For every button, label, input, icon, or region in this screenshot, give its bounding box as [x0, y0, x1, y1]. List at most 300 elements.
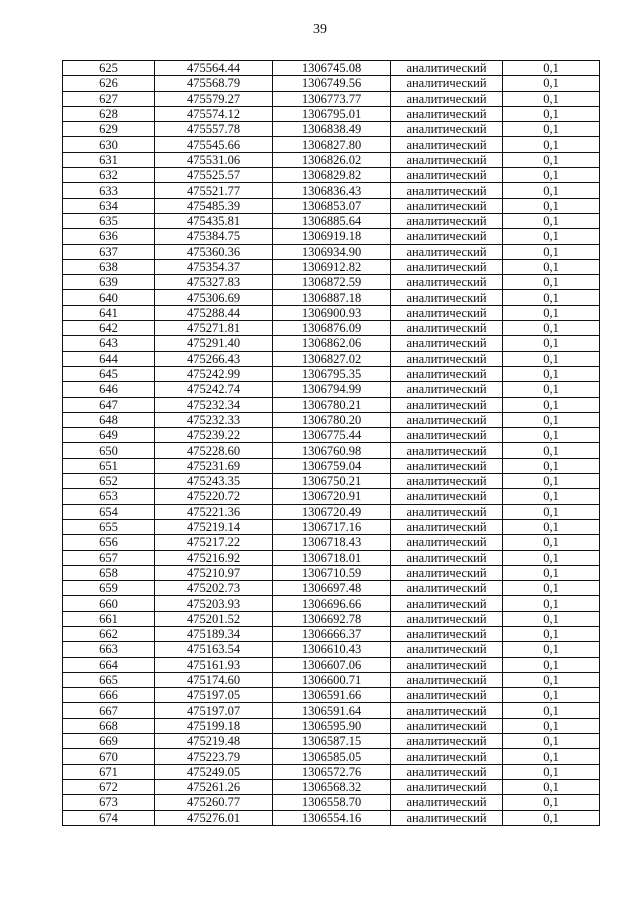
table-row	[63, 795, 600, 810]
point-number-cell: 642	[63, 321, 155, 336]
method-cell: аналитический	[391, 810, 503, 825]
accuracy-cell: 0,1	[503, 519, 600, 534]
method-cell: аналитический	[391, 489, 503, 504]
table-row	[63, 550, 600, 565]
y-coordinate-cell: 1306826.02	[273, 152, 391, 167]
table-row	[63, 535, 600, 550]
method-cell: аналитический	[391, 244, 503, 259]
table-row	[63, 397, 600, 412]
x-coordinate-cell: 475579.27	[155, 91, 273, 106]
table-row	[63, 382, 600, 397]
method-cell: аналитический	[391, 290, 503, 305]
accuracy-cell: 0,1	[503, 596, 600, 611]
table-row	[63, 336, 600, 351]
method-cell: аналитический	[391, 428, 503, 443]
point-number-cell: 664	[63, 657, 155, 672]
x-coordinate-cell: 475203.93	[155, 596, 273, 611]
table-row	[63, 229, 600, 244]
accuracy-cell: 0,1	[503, 213, 600, 228]
method-cell: аналитический	[391, 351, 503, 366]
x-coordinate-cell: 475557.78	[155, 122, 273, 137]
method-cell: аналитический	[391, 703, 503, 718]
point-number-cell: 665	[63, 672, 155, 687]
y-coordinate-cell: 1306558.70	[273, 795, 391, 810]
accuracy-cell: 0,1	[503, 504, 600, 519]
x-coordinate-cell: 475199.18	[155, 718, 273, 733]
x-coordinate-cell: 475217.22	[155, 535, 273, 550]
table-row	[63, 122, 600, 137]
x-coordinate-cell: 475271.81	[155, 321, 273, 336]
x-coordinate-cell: 475564.44	[155, 61, 273, 76]
table-row	[63, 290, 600, 305]
method-cell: аналитический	[391, 611, 503, 626]
accuracy-cell: 0,1	[503, 795, 600, 810]
method-cell: аналитический	[391, 137, 503, 152]
point-number-cell: 668	[63, 718, 155, 733]
accuracy-cell: 0,1	[503, 764, 600, 779]
method-cell: аналитический	[391, 412, 503, 427]
method-cell: аналитический	[391, 672, 503, 687]
table-row	[63, 642, 600, 657]
x-coordinate-cell: 475239.22	[155, 428, 273, 443]
accuracy-cell: 0,1	[503, 642, 600, 657]
table-row	[63, 366, 600, 381]
x-coordinate-cell: 475223.79	[155, 749, 273, 764]
accuracy-cell: 0,1	[503, 61, 600, 76]
y-coordinate-cell: 1306900.93	[273, 305, 391, 320]
point-number-cell: 672	[63, 779, 155, 794]
table-row	[63, 213, 600, 228]
table-row	[63, 91, 600, 106]
accuracy-cell: 0,1	[503, 611, 600, 626]
y-coordinate-cell: 1306585.05	[273, 749, 391, 764]
method-cell: аналитический	[391, 596, 503, 611]
method-cell: аналитический	[391, 443, 503, 458]
table-row	[63, 183, 600, 198]
method-cell: аналитический	[391, 91, 503, 106]
point-number-cell: 635	[63, 213, 155, 228]
y-coordinate-cell: 1306885.64	[273, 213, 391, 228]
y-coordinate-cell: 1306887.18	[273, 290, 391, 305]
accuracy-cell: 0,1	[503, 198, 600, 213]
x-coordinate-cell: 475568.79	[155, 76, 273, 91]
y-coordinate-cell: 1306666.37	[273, 626, 391, 641]
point-number-cell: 654	[63, 504, 155, 519]
x-coordinate-cell: 475242.99	[155, 366, 273, 381]
point-number-cell: 652	[63, 474, 155, 489]
table-row	[63, 703, 600, 718]
point-number-cell: 626	[63, 76, 155, 91]
point-number-cell: 650	[63, 443, 155, 458]
table-row	[63, 244, 600, 259]
method-cell: аналитический	[391, 688, 503, 703]
y-coordinate-cell: 1306697.48	[273, 581, 391, 596]
point-number-cell: 653	[63, 489, 155, 504]
y-coordinate-cell: 1306591.64	[273, 703, 391, 718]
y-coordinate-cell: 1306862.06	[273, 336, 391, 351]
method-cell: аналитический	[391, 122, 503, 137]
method-cell: аналитический	[391, 397, 503, 412]
table-row	[63, 152, 600, 167]
point-number-cell: 656	[63, 535, 155, 550]
y-coordinate-cell: 1306750.21	[273, 474, 391, 489]
accuracy-cell: 0,1	[503, 122, 600, 137]
accuracy-cell: 0,1	[503, 336, 600, 351]
y-coordinate-cell: 1306600.71	[273, 672, 391, 687]
point-number-cell: 638	[63, 259, 155, 274]
accuracy-cell: 0,1	[503, 382, 600, 397]
y-coordinate-cell: 1306610.43	[273, 642, 391, 657]
x-coordinate-cell: 475525.57	[155, 168, 273, 183]
x-coordinate-cell: 475266.43	[155, 351, 273, 366]
table-row	[63, 810, 600, 825]
x-coordinate-cell: 475232.33	[155, 412, 273, 427]
y-coordinate-cell: 1306718.43	[273, 535, 391, 550]
method-cell: аналитический	[391, 106, 503, 121]
accuracy-cell: 0,1	[503, 581, 600, 596]
y-coordinate-cell: 1306838.49	[273, 122, 391, 137]
y-coordinate-cell: 1306780.21	[273, 397, 391, 412]
x-coordinate-cell: 475202.73	[155, 581, 273, 596]
y-coordinate-cell: 1306872.59	[273, 275, 391, 290]
y-coordinate-cell: 1306794.99	[273, 382, 391, 397]
method-cell: аналитический	[391, 642, 503, 657]
table-row	[63, 611, 600, 626]
x-coordinate-cell: 475216.92	[155, 550, 273, 565]
table-row	[63, 688, 600, 703]
y-coordinate-cell: 1306717.16	[273, 519, 391, 534]
table-row	[63, 428, 600, 443]
point-number-cell: 630	[63, 137, 155, 152]
y-coordinate-cell: 1306720.49	[273, 504, 391, 519]
table-row	[63, 76, 600, 91]
method-cell: аналитический	[391, 581, 503, 596]
accuracy-cell: 0,1	[503, 168, 600, 183]
accuracy-cell: 0,1	[503, 259, 600, 274]
y-coordinate-cell: 1306759.04	[273, 458, 391, 473]
table-row	[63, 779, 600, 794]
accuracy-cell: 0,1	[503, 626, 600, 641]
point-number-cell: 666	[63, 688, 155, 703]
method-cell: аналитический	[391, 565, 503, 580]
point-number-cell: 657	[63, 550, 155, 565]
x-coordinate-cell: 475220.72	[155, 489, 273, 504]
x-coordinate-cell: 475485.39	[155, 198, 273, 213]
x-coordinate-cell: 475219.48	[155, 734, 273, 749]
method-cell: аналитический	[391, 504, 503, 519]
point-number-cell: 670	[63, 749, 155, 764]
method-cell: аналитический	[391, 61, 503, 76]
method-cell: аналитический	[391, 76, 503, 91]
method-cell: аналитический	[391, 626, 503, 641]
accuracy-cell: 0,1	[503, 428, 600, 443]
method-cell: аналитический	[391, 779, 503, 794]
table-row	[63, 626, 600, 641]
point-number-cell: 644	[63, 351, 155, 366]
accuracy-cell: 0,1	[503, 137, 600, 152]
y-coordinate-cell: 1306710.59	[273, 565, 391, 580]
y-coordinate-cell: 1306773.77	[273, 91, 391, 106]
method-cell: аналитический	[391, 229, 503, 244]
y-coordinate-cell: 1306696.66	[273, 596, 391, 611]
y-coordinate-cell: 1306836.43	[273, 183, 391, 198]
accuracy-cell: 0,1	[503, 718, 600, 733]
table-row	[63, 504, 600, 519]
accuracy-cell: 0,1	[503, 106, 600, 121]
table-row	[63, 198, 600, 213]
y-coordinate-cell: 1306775.44	[273, 428, 391, 443]
x-coordinate-cell: 475219.14	[155, 519, 273, 534]
point-number-cell: 663	[63, 642, 155, 657]
method-cell: аналитический	[391, 152, 503, 167]
table-row	[63, 519, 600, 534]
y-coordinate-cell: 1306795.35	[273, 366, 391, 381]
accuracy-cell: 0,1	[503, 688, 600, 703]
coordinates-table-body	[63, 61, 600, 826]
x-coordinate-cell: 475210.97	[155, 565, 273, 580]
x-coordinate-cell: 475197.05	[155, 688, 273, 703]
y-coordinate-cell: 1306934.90	[273, 244, 391, 259]
table-row	[63, 321, 600, 336]
x-coordinate-cell: 475242.74	[155, 382, 273, 397]
table-row	[63, 458, 600, 473]
point-number-cell: 645	[63, 366, 155, 381]
x-coordinate-cell: 475435.81	[155, 213, 273, 228]
method-cell: аналитический	[391, 749, 503, 764]
method-cell: аналитический	[391, 458, 503, 473]
accuracy-cell: 0,1	[503, 443, 600, 458]
method-cell: аналитический	[391, 550, 503, 565]
table-row	[63, 168, 600, 183]
x-coordinate-cell: 475384.75	[155, 229, 273, 244]
y-coordinate-cell: 1306595.90	[273, 718, 391, 733]
x-coordinate-cell: 475163.54	[155, 642, 273, 657]
y-coordinate-cell: 1306554.16	[273, 810, 391, 825]
method-cell: аналитический	[391, 474, 503, 489]
accuracy-cell: 0,1	[503, 305, 600, 320]
table-row	[63, 351, 600, 366]
point-number-cell: 640	[63, 290, 155, 305]
method-cell: аналитический	[391, 795, 503, 810]
accuracy-cell: 0,1	[503, 779, 600, 794]
accuracy-cell: 0,1	[503, 672, 600, 687]
table-row	[63, 489, 600, 504]
accuracy-cell: 0,1	[503, 550, 600, 565]
x-coordinate-cell: 475232.34	[155, 397, 273, 412]
method-cell: аналитический	[391, 764, 503, 779]
table-row	[63, 259, 600, 274]
table-row	[63, 581, 600, 596]
accuracy-cell: 0,1	[503, 397, 600, 412]
point-number-cell: 625	[63, 61, 155, 76]
x-coordinate-cell: 475161.93	[155, 657, 273, 672]
accuracy-cell: 0,1	[503, 657, 600, 672]
table-row	[63, 106, 600, 121]
method-cell: аналитический	[391, 183, 503, 198]
accuracy-cell: 0,1	[503, 183, 600, 198]
x-coordinate-cell: 475288.44	[155, 305, 273, 320]
point-number-cell: 659	[63, 581, 155, 596]
y-coordinate-cell: 1306749.56	[273, 76, 391, 91]
x-coordinate-cell: 475197.07	[155, 703, 273, 718]
y-coordinate-cell: 1306829.82	[273, 168, 391, 183]
coordinates-table	[62, 60, 600, 826]
accuracy-cell: 0,1	[503, 275, 600, 290]
accuracy-cell: 0,1	[503, 474, 600, 489]
point-number-cell: 671	[63, 764, 155, 779]
table-row	[63, 596, 600, 611]
point-number-cell: 648	[63, 412, 155, 427]
x-coordinate-cell: 475291.40	[155, 336, 273, 351]
y-coordinate-cell: 1306795.01	[273, 106, 391, 121]
x-coordinate-cell: 475221.36	[155, 504, 273, 519]
y-coordinate-cell: 1306760.98	[273, 443, 391, 458]
accuracy-cell: 0,1	[503, 244, 600, 259]
y-coordinate-cell: 1306745.08	[273, 61, 391, 76]
x-coordinate-cell: 475574.12	[155, 106, 273, 121]
accuracy-cell: 0,1	[503, 91, 600, 106]
method-cell: аналитический	[391, 321, 503, 336]
point-number-cell: 673	[63, 795, 155, 810]
table-row	[63, 275, 600, 290]
y-coordinate-cell: 1306780.20	[273, 412, 391, 427]
y-coordinate-cell: 1306572.76	[273, 764, 391, 779]
point-number-cell: 639	[63, 275, 155, 290]
y-coordinate-cell: 1306591.66	[273, 688, 391, 703]
point-number-cell: 637	[63, 244, 155, 259]
point-number-cell: 641	[63, 305, 155, 320]
table-row	[63, 61, 600, 76]
y-coordinate-cell: 1306692.78	[273, 611, 391, 626]
x-coordinate-cell: 475249.05	[155, 764, 273, 779]
x-coordinate-cell: 475521.77	[155, 183, 273, 198]
method-cell: аналитический	[391, 275, 503, 290]
method-cell: аналитический	[391, 213, 503, 228]
method-cell: аналитический	[391, 382, 503, 397]
x-coordinate-cell: 475327.83	[155, 275, 273, 290]
point-number-cell: 633	[63, 183, 155, 198]
point-number-cell: 629	[63, 122, 155, 137]
accuracy-cell: 0,1	[503, 321, 600, 336]
x-coordinate-cell: 475201.52	[155, 611, 273, 626]
accuracy-cell: 0,1	[503, 749, 600, 764]
table-row	[63, 474, 600, 489]
point-number-cell: 631	[63, 152, 155, 167]
point-number-cell: 660	[63, 596, 155, 611]
point-number-cell: 636	[63, 229, 155, 244]
x-coordinate-cell: 475174.60	[155, 672, 273, 687]
y-coordinate-cell: 1306720.91	[273, 489, 391, 504]
y-coordinate-cell: 1306718.01	[273, 550, 391, 565]
table-row	[63, 672, 600, 687]
point-number-cell: 647	[63, 397, 155, 412]
accuracy-cell: 0,1	[503, 366, 600, 381]
page-number: 39	[313, 22, 327, 37]
y-coordinate-cell: 1306827.02	[273, 351, 391, 366]
method-cell: аналитический	[391, 535, 503, 550]
y-coordinate-cell: 1306912.82	[273, 259, 391, 274]
x-coordinate-cell: 475228.60	[155, 443, 273, 458]
point-number-cell: 661	[63, 611, 155, 626]
point-number-cell: 662	[63, 626, 155, 641]
table-row	[63, 412, 600, 427]
table-row	[63, 565, 600, 580]
y-coordinate-cell: 1306827.80	[273, 137, 391, 152]
point-number-cell: 643	[63, 336, 155, 351]
y-coordinate-cell: 1306853.07	[273, 198, 391, 213]
table-row	[63, 749, 600, 764]
x-coordinate-cell: 475260.77	[155, 795, 273, 810]
point-number-cell: 627	[63, 91, 155, 106]
table-row	[63, 137, 600, 152]
method-cell: аналитический	[391, 657, 503, 672]
x-coordinate-cell: 475354.37	[155, 259, 273, 274]
y-coordinate-cell: 1306876.09	[273, 321, 391, 336]
accuracy-cell: 0,1	[503, 152, 600, 167]
x-coordinate-cell: 475531.06	[155, 152, 273, 167]
accuracy-cell: 0,1	[503, 565, 600, 580]
accuracy-cell: 0,1	[503, 458, 600, 473]
accuracy-cell: 0,1	[503, 229, 600, 244]
x-coordinate-cell: 475360.36	[155, 244, 273, 259]
table-row	[63, 718, 600, 733]
method-cell: аналитический	[391, 734, 503, 749]
table-row	[63, 657, 600, 672]
table-row	[63, 764, 600, 779]
point-number-cell: 651	[63, 458, 155, 473]
accuracy-cell: 0,1	[503, 535, 600, 550]
x-coordinate-cell: 475231.69	[155, 458, 273, 473]
table-row	[63, 443, 600, 458]
accuracy-cell: 0,1	[503, 351, 600, 366]
y-coordinate-cell: 1306919.18	[273, 229, 391, 244]
y-coordinate-cell: 1306587.15	[273, 734, 391, 749]
method-cell: аналитический	[391, 305, 503, 320]
accuracy-cell: 0,1	[503, 76, 600, 91]
accuracy-cell: 0,1	[503, 412, 600, 427]
method-cell: аналитический	[391, 519, 503, 534]
accuracy-cell: 0,1	[503, 810, 600, 825]
method-cell: аналитический	[391, 336, 503, 351]
method-cell: аналитический	[391, 718, 503, 733]
y-coordinate-cell: 1306568.32	[273, 779, 391, 794]
method-cell: аналитический	[391, 366, 503, 381]
point-number-cell: 646	[63, 382, 155, 397]
accuracy-cell: 0,1	[503, 489, 600, 504]
x-coordinate-cell: 475306.69	[155, 290, 273, 305]
table-row	[63, 305, 600, 320]
point-number-cell: 667	[63, 703, 155, 718]
method-cell: аналитический	[391, 198, 503, 213]
x-coordinate-cell: 475276.01	[155, 810, 273, 825]
accuracy-cell: 0,1	[503, 734, 600, 749]
x-coordinate-cell: 475261.26	[155, 779, 273, 794]
table-row	[63, 734, 600, 749]
x-coordinate-cell: 475189.34	[155, 626, 273, 641]
x-coordinate-cell: 475545.66	[155, 137, 273, 152]
point-number-cell: 649	[63, 428, 155, 443]
accuracy-cell: 0,1	[503, 290, 600, 305]
point-number-cell: 632	[63, 168, 155, 183]
accuracy-cell: 0,1	[503, 703, 600, 718]
x-coordinate-cell: 475243.35	[155, 474, 273, 489]
method-cell: аналитический	[391, 168, 503, 183]
point-number-cell: 655	[63, 519, 155, 534]
y-coordinate-cell: 1306607.06	[273, 657, 391, 672]
point-number-cell: 669	[63, 734, 155, 749]
point-number-cell: 658	[63, 565, 155, 580]
point-number-cell: 634	[63, 198, 155, 213]
